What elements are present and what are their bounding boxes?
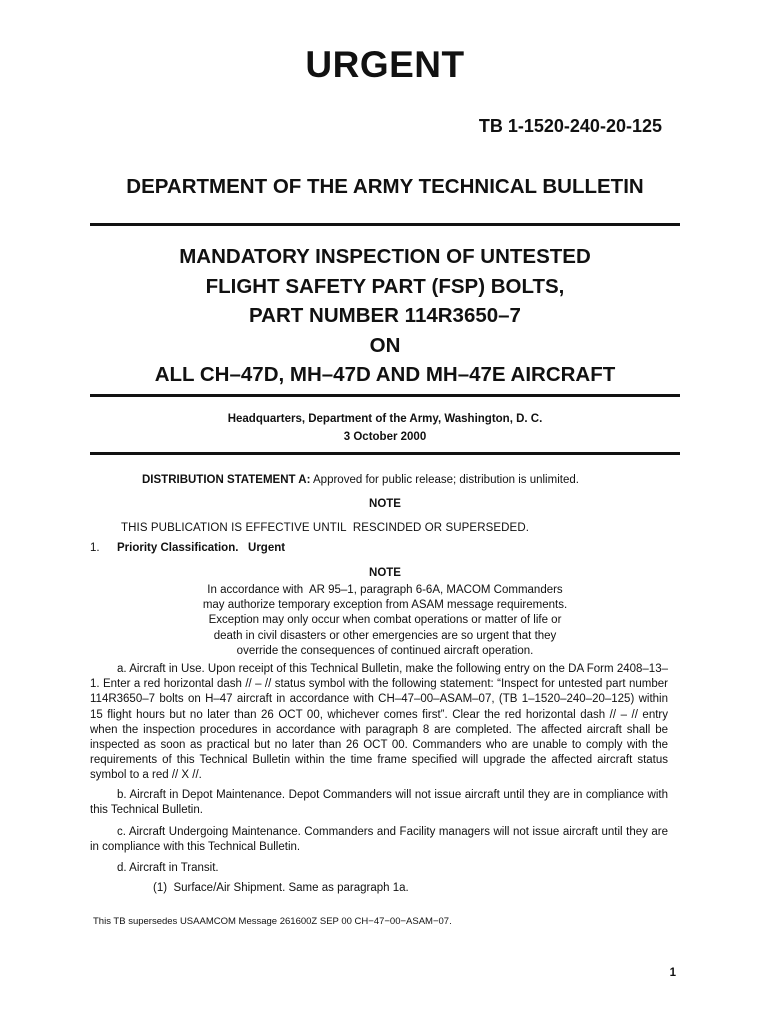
supersedes-footnote: This TB supersedes USAAMCOM Message 261600Z SEP 00 CH−47−00−ASAM−07. bbox=[93, 916, 452, 927]
note-line: override the consequences of continued aircraft operation. bbox=[236, 644, 534, 657]
title-line: ON bbox=[369, 333, 401, 357]
paragraph-1a-text: a. Aircraft in Use. Upon receipt of this Technical Bulletin, make the following entry on the DA Form 2408–13–1. Enter a red horizontal dash // – // status symbol with the following statement: “Inspect for untested part number 114R3650–7 bolts on H–47 aircraft in accordance with CH–47–00–ASAM–07, (TB 1–1520–240–20–125) within 15 flight hours but no later than 26 OCT 00, whichever comes first”. Clear the red horizontal dash // – // entry when the inspection procedures in accordance with paragraph 8 are completed. The affected aircraft shall be inspected as soon as practical but no later than 26 OCT 00. Commanders who are unable to comply with the requirements of this Technical Bulletin within the time frame specified will upgrade the affected aircraft status symbol to a red // X //. bbox=[90, 663, 668, 782]
paragraph-1b-text: b. Aircraft in Depot Maintenance. Depot Commanders will not issue aircraft until they are in compliance with this Technical Bulletin. bbox=[90, 789, 668, 817]
effective-statement: THIS PUBLICATION IS EFFECTIVE UNTIL RESCINDED OR SUPERSEDED. bbox=[121, 522, 530, 534]
note-line: In accordance with AR 95–1, paragraph 6-6A, MACOM Commanders bbox=[207, 584, 563, 596]
note-heading-2: NOTE bbox=[369, 567, 401, 579]
title-line: ALL CH–47D, MH–47D AND MH–47E AIRCRAFT bbox=[154, 363, 616, 386]
paragraph-1c bbox=[90, 825, 668, 855]
distribution-text: Approved for public release; distribution is unlimited. bbox=[310, 474, 579, 486]
priority-label: Priority Classification. Urgent bbox=[117, 542, 286, 554]
paragraph-1c-text: c. Aircraft Undergoing Maintenance. Commanders and Facility managers will not issue aircraft until they are in compliance with this Technical Bulletin. bbox=[90, 826, 668, 854]
priority-classification bbox=[90, 542, 285, 554]
top-rule bbox=[90, 223, 680, 226]
publication-date: 3 October 2000 bbox=[343, 431, 427, 443]
paragraph-number: 1. bbox=[90, 542, 100, 554]
title-line: MANDATORY INSPECTION OF UNTESTED bbox=[179, 245, 591, 268]
paragraph-1b bbox=[90, 788, 668, 818]
paragraph-1d-1: (1) Surface/Air Shipment. Same as paragraph 1a. bbox=[153, 882, 409, 894]
tb-number: TB 1-1520-240-20-125 bbox=[478, 116, 662, 136]
title-line: PART NUMBER 114R3650–7 bbox=[249, 304, 521, 327]
note-line: may authorize temporary exception from ASAM message requirements. bbox=[202, 599, 568, 612]
headquarters-line: Headquarters, Department of the Army, Washington, D. C. bbox=[227, 413, 543, 425]
distribution-statement bbox=[142, 474, 579, 486]
distribution-label: DISTRIBUTION STATEMENT A: bbox=[142, 474, 311, 486]
urgent-heading: URGENT bbox=[305, 44, 465, 85]
paragraph-1d bbox=[90, 861, 668, 876]
note-line: death in civil disasters or other emergencies are so urgent that they bbox=[213, 629, 557, 642]
page-number: 1 bbox=[669, 967, 676, 979]
bulletin-title bbox=[0, 242, 770, 390]
note-heading: NOTE bbox=[369, 498, 401, 510]
department-title: DEPARTMENT OF THE ARMY TECHNICAL BULLETIN bbox=[126, 175, 644, 198]
title-line: FLIGHT SAFETY PART (FSP) BOLTS, bbox=[205, 274, 565, 298]
bottom-rule bbox=[90, 452, 680, 455]
note-line: Exception may only occur when combat operations or matter of life or bbox=[208, 614, 562, 627]
paragraph-1d-text: d. Aircraft in Transit. bbox=[117, 862, 219, 874]
note-body bbox=[0, 583, 770, 659]
middle-rule bbox=[90, 394, 680, 397]
paragraph-1a bbox=[90, 662, 668, 784]
